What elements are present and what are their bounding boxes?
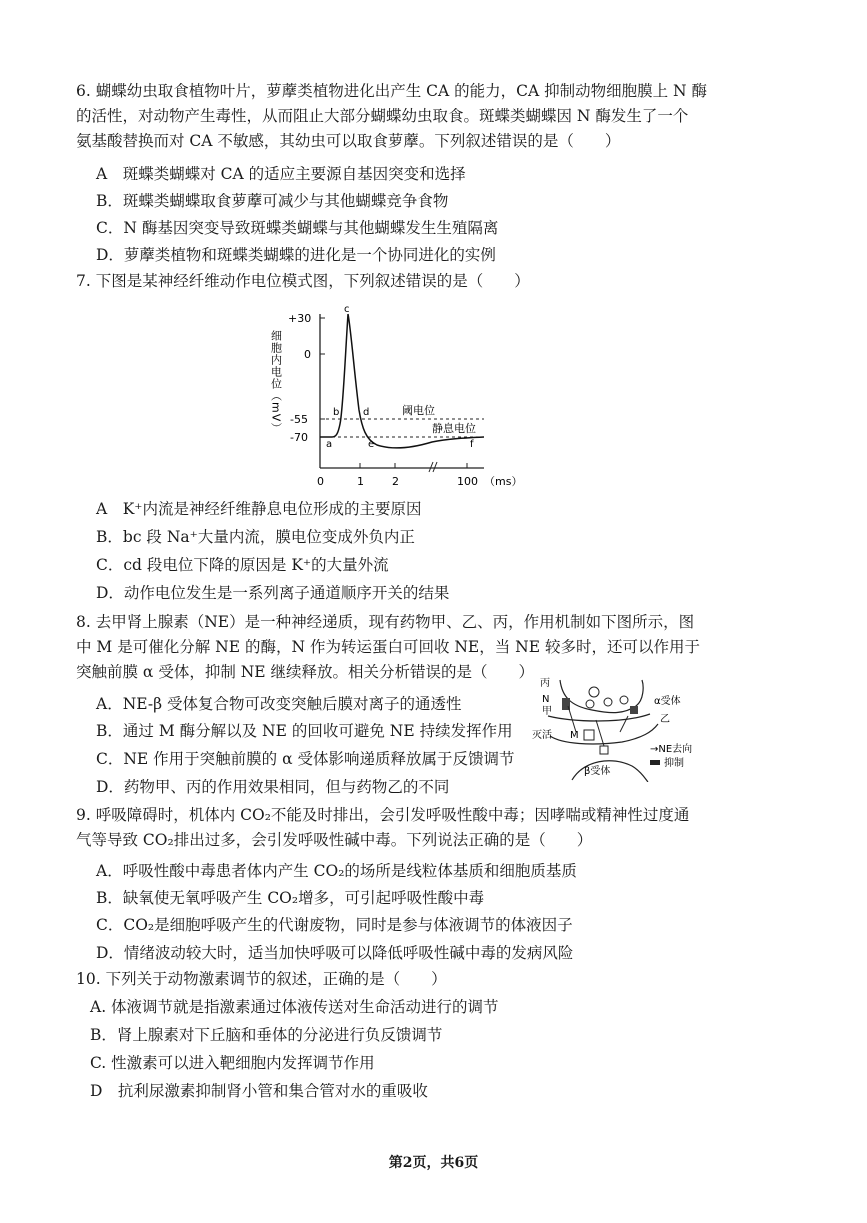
q9-stem-line1: 9. 呼吸障碍时，机体内 CO₂不能及时排出，会引发呼吸性酸中毒；因哮喘或精神性过度通 [76,806,690,824]
q6-stem-line3: 氨基酸替换而对 CA 不敏感，其幼虫可以取食萝藦。下列叙述错误的是（ ） [76,132,621,150]
q6-stem-line2: 的活性，对动物产生毒性，从而阻止大部分蝴蝶幼虫取食。斑蝶类蝴蝶因 N 酶发生了一个 [76,107,689,125]
q9-option-d: D．情绪波动较大时，适当加快呼吸可以降低呼吸性碱中毒的发病风险 [96,944,574,962]
ytick-0: 0 [304,348,311,361]
ytick-plus30: +30 [288,312,312,325]
drug-bing-label: 丙 [540,678,550,689]
enzyme-m-label: M [570,730,579,741]
ytick-minus55: -55 [290,413,308,426]
q8-stem-line3: 突触前膜 α 受体，抑制 NE 继续释放。相关分析错误的是（ ） [76,663,535,681]
q8-stem-line1: 8. 去甲肾上腺素（NE）是一种神经递质，现有药物甲、乙、丙，作用机制如下图所示，图 [76,613,695,631]
xtick-0: 0 [317,475,324,488]
q7-stem: 7. 下图是某神经纤维动作电位模式图，下列叙述错误的是（ ） [76,272,530,290]
xtick-2: 2 [392,475,399,488]
legend-ne-direction: →NE去向 [650,744,693,755]
point-c: c [344,304,350,315]
resting-label: 静息电位 [432,422,476,435]
xtick-1: 1 [357,475,364,488]
legend-inhibit: 抑制 [664,758,684,769]
threshold-label: 阈电位 [402,404,435,417]
q6-stem-line1: 6. 蝴蝶幼虫取食植物叶片，萝藦类植物进化出产生 CA 的能力，CA 抑制动物细胞膜上 N 酶 [76,82,708,100]
synapse-diagram [532,676,718,782]
alpha-receptor-label: α受体 [654,696,681,707]
point-e: e [368,439,375,450]
q7-option-c: C．cd 段电位下降的原因是 K⁺的大量外流 [96,556,389,574]
q6-option-c: C．N 酶基因突变导致斑蝶类蝴蝶与其他蝴蝶发生生殖隔离 [96,219,499,237]
q9-option-a: A．呼吸性酸中毒患者体内产生 CO₂的场所是线粒体基质和细胞质基质 [96,862,577,880]
q10-option-c: C. 性激素可以进入靶细胞内发挥调节作用 [90,1054,375,1072]
q8-stem-line2: 中 M 是可催化分解 NE 的酶，N 作为转运蛋白可回收 NE，当 NE 较多时，还可以作用于 [76,638,700,656]
point-d: d [363,407,370,418]
q8-option-b: B．通过 M 酶分解以及 NE 的回收可避免 NE 持续发挥作用 [96,722,513,740]
q10-option-d: D 抗利尿激素抑制肾小管和集合管对水的重吸收 [90,1082,428,1100]
q10-option-a: A. 体液调节就是指激素通过体液传送对生命活动进行的调节 [90,998,499,1016]
action-potential-graph [262,300,522,492]
q8-option-c: C．NE 作用于突触前膜的 α 受体影响递质释放属于反馈调节 [96,750,515,768]
q8-option-a: A．NE-β 受体复合物可改变突触后膜对离子的通透性 [96,695,462,713]
drug-yi-label: 乙 [660,714,670,725]
inactivate-label: 灭活 [532,730,552,741]
y-axis-label: 细胞内电位（mV） [269,330,283,435]
q10-option-b: B．肾上腺素对下丘脑和垂体的分泌进行负反馈调节 [90,1026,443,1044]
q9-stem-line2: 气等导致 CO₂排出过多，会引发呼吸性碱中毒。下列说法正确的是（ ） [76,831,593,849]
q7-option-b: B．bc 段 Na⁺大量内流，膜电位变成外负内正 [96,528,415,546]
q6-option-b: B．斑蝶类蝴蝶取食萝藦可减少与其他蝴蝶竞争食物 [96,192,449,210]
q9-option-b: B．缺氧使无氧呼吸产生 CO₂增多，可引起呼吸性酸中毒 [96,889,485,907]
x-unit: （ms） [484,475,522,488]
q7-option-d: D．动作电位发生是一系列离子通道顺序开关的结果 [96,584,450,602]
xtick-100: 100 [457,475,478,488]
transporter-n-label: N [542,694,550,705]
q6-option-a: A 斑蝶类蝴蝶对 CA 的适应主要源自基因突变和选择 [96,165,466,183]
q10-stem: 10. 下列关于动物激素调节的叙述，正确的是（ ） [76,970,447,988]
q9-option-c: C．CO₂是细胞呼吸产生的代谢废物，同时是参与体液调节的体液因子 [96,916,573,934]
page-footer: 第2页，共6页 [388,1155,479,1171]
q8-option-d: D．药物甲、丙的作用效果相同，但与药物乙的不同 [96,778,450,796]
q6-option-d: D．萝藦类植物和斑蝶类蝴蝶的进化是一个协同进化的实例 [96,246,496,264]
point-f: f [470,439,474,450]
ytick-minus70: -70 [290,431,308,444]
q7-option-a: A K⁺内流是神经纤维静息电位形成的主要原因 [96,500,422,518]
point-b: b [333,407,340,418]
drug-jia-label: 甲 [542,706,552,717]
beta-receptor-label: β受体 [584,766,611,777]
point-a: a [326,439,333,450]
